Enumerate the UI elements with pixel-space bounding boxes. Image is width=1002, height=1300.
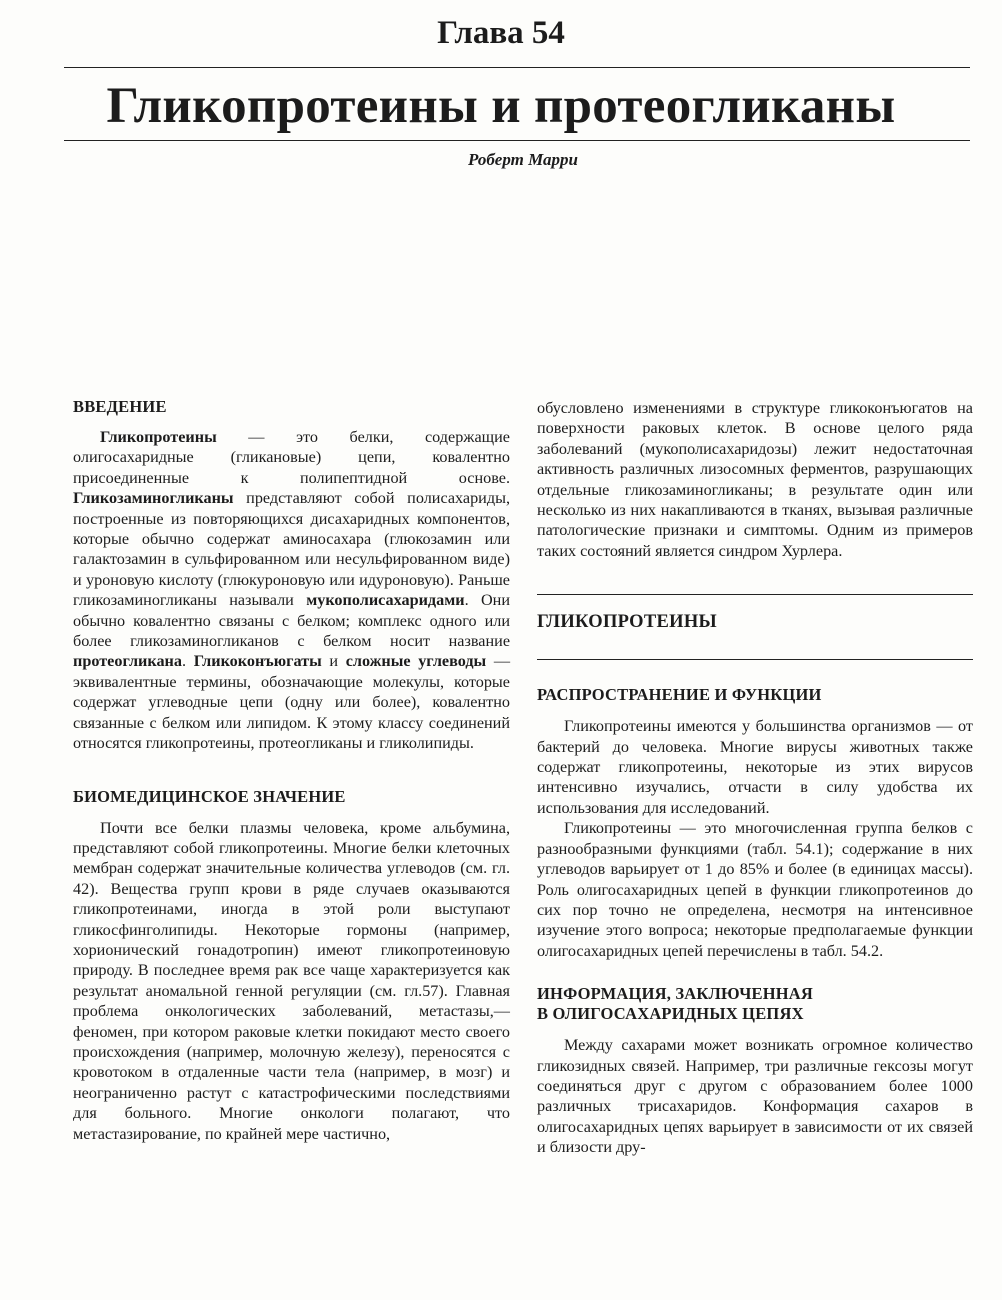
left-column — [73, 397, 510, 1144]
author-name: Роберт Марри — [468, 150, 578, 169]
section-heading-glycoproteins: ГЛИКОПРОТЕИНЫ — [537, 612, 717, 633]
distribution-paragraph-1: Гликопротеины имеются у большинства организмов — от бактерий до человека. Многие вирусы животных также содержат гликопротеины, некоторые из этих вирусов интенсивно изучались, отчасти в силу удобства их использования для исследований. — [537, 717, 973, 817]
continued-paragraph: обусловлено изменениями в структуре гликоконъюгатов на поверхности раковых клеток. В основе целого ряда заболеваний (мукополисахаридозы) лежит недостаточная активность различных лизосомных ферментов, разрушающих отдельные гликозаминогликаны; в результате один или несколько из них накапливаются в тканях, вызывая различные патологические признаки и симптомы. Одним из примеров таких состояний является синдром Хурлера. — [537, 399, 973, 560]
distribution-heading: РАСПРОСТРАНЕНИЕ И ФУНКЦИИ — [537, 685, 822, 705]
biomed-paragraph: Почти все белки плазмы человека, кроме альбумина, представляют собой гликопротеины. Многие белки клеточных мембран содержат значительные количества углеводов (см. гл. 42). Вещества групп крови в ряде случаев оказываются гликопротеинами, иногда в этой роли выступают гликосфинголипиды. Некоторые гормоны (например, хорионический гонадотропин) имеют гликопротеиновую природу. В последнее время рак все чаще характеризуется как результат аномальной генной регуляции (см. гл.57). Главная проблема онкологических заболеваний, метастазы,— феномен, при котором раковые клетки покидают место своего происхождения (например, молочную железу), переносятся с кровотоком в отдаленные части тела (например, в мозг) и неограниченно растут с катастрофическими последствиями для больного. Многие онкологи полагают, что метастазирование, по крайней мере частично, — [73, 818, 510, 1143]
title-rule-top — [64, 67, 970, 68]
intro-paragraph: Гликопротеины — это белки, содержащие олигосахаридные (гликановые) цепи, ковалентно присоединенные к полипептидной основе. Гликозаминогликаны представляют собой полисахариды, построенные из повторяющихся дисахаридных компонентов, которые обычно содержат аминосахара (глюкозамин или галактозамин в сульфированном или несульфированном виде) и уроновую кислоту (глюкуроновую или идуроновую). Раньше гликозаминогликаны называли мукополисахаридами. Они обычно ковалентно связаны с белком; комплекс одного или более гликозаминогликанов с белком носит название протеогликана. Гликоконъюгаты и сложные углеводы — эквивалентные термины, обозначающие молекулы, которые содержат углеводные цепи (одну или более), ковалентно связанные с белком или липидом. К этому классу соединений относятся гликопротеины, протеогликаны и гликолипиды. — [73, 428, 511, 753]
biomed-heading: БИОМЕДИЦИНСКОЕ ЗНАЧЕНИЕ — [73, 786, 346, 806]
right-column — [537, 398, 973, 1158]
distribution-paragraph-2: Гликопротеины — это многочисленная группа белков с разнообразными функциями (табл. 54.1); содержание в них углеводов варьирует от 1 до 85% и более (в единицах массы). Роль олигосахаридных цепей в функции гликопротеинов до сих пор точно не определена, несмотря на интенсивное изучение этого вопроса; некоторые предполагаемые функции олигосахаридных цепей перечислены в табл. 54.2. — [537, 819, 973, 960]
information-paragraph: Между сахарами может возникать огромное количество гликозидных связей. Например, три различные гексозы могут соединяться друг с другом с образованием более 1000 различных трисахаридов. Конформация сахаров в олигосахаридных цепях варьирует в зависимости от их связей и близости дру- — [537, 1036, 973, 1157]
chapter-title: Гликопротеины и протеогликаны — [106, 78, 896, 134]
title-rule-bottom — [64, 140, 970, 141]
chapter-number: Глава 54 — [437, 15, 565, 51]
intro-heading: ВВЕДЕНИЕ — [73, 397, 167, 416]
information-heading: ИНФОРМАЦИЯ, ЗАКЛЮЧЕННАЯ В ОЛИГОСАХАРИДНЫХ ЦЕПЯХ — [537, 984, 814, 1024]
